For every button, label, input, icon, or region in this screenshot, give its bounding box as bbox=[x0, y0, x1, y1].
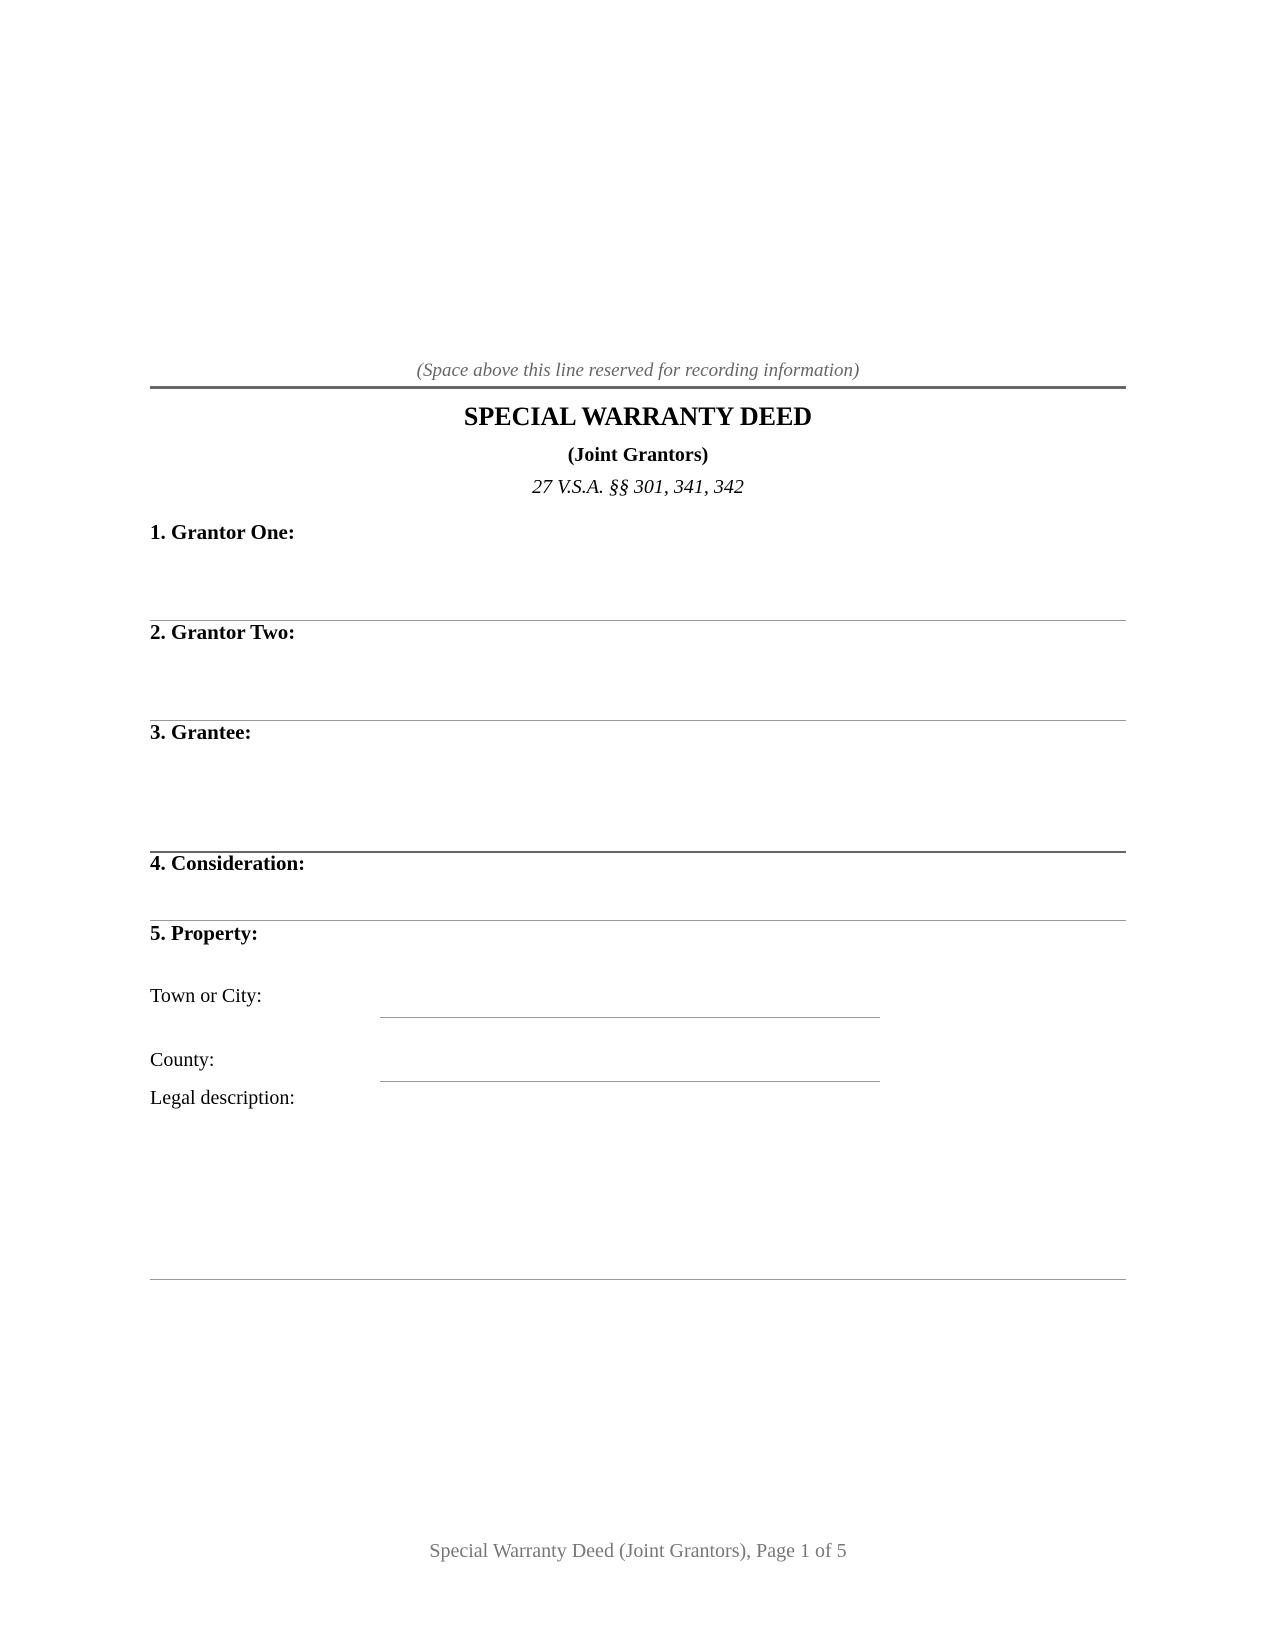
legal-description-entry-line[interactable] bbox=[150, 1279, 1126, 1280]
grantor-two-entry-line[interactable] bbox=[150, 720, 1126, 721]
document-subtitle: (Joint Grantors) bbox=[567, 444, 709, 466]
consideration-entry-line[interactable] bbox=[150, 920, 1126, 921]
county-field[interactable] bbox=[380, 1081, 880, 1082]
statute-citation: 27 V.S.A. §§ 301, 341, 342 bbox=[532, 476, 744, 498]
recording-separator-line bbox=[150, 386, 1126, 389]
grantor-one-entry-line[interactable] bbox=[150, 620, 1126, 621]
town-or-city-field[interactable] bbox=[380, 1017, 880, 1018]
section-property-label: 5. Property: bbox=[150, 921, 259, 945]
town-or-city-label: Town or City: bbox=[150, 985, 262, 1007]
section-grantee-label: 3. Grantee: bbox=[150, 720, 252, 744]
page-footer: Special Warranty Deed (Joint Grantors), Page 1 of 5 bbox=[429, 1540, 847, 1562]
section-grantor-two-label: 2. Grantor Two: bbox=[150, 620, 296, 644]
document-title: SPECIAL WARRANTY DEED bbox=[463, 402, 813, 431]
section-grantor-one-label: 1. Grantor One: bbox=[150, 520, 295, 544]
county-label: County: bbox=[150, 1049, 215, 1071]
section-consideration-label: 4. Consideration: bbox=[150, 851, 306, 875]
legal-description-label: Legal description: bbox=[150, 1087, 295, 1109]
recording-reserved-note: (Space above this line reserved for recording information) bbox=[416, 360, 860, 381]
